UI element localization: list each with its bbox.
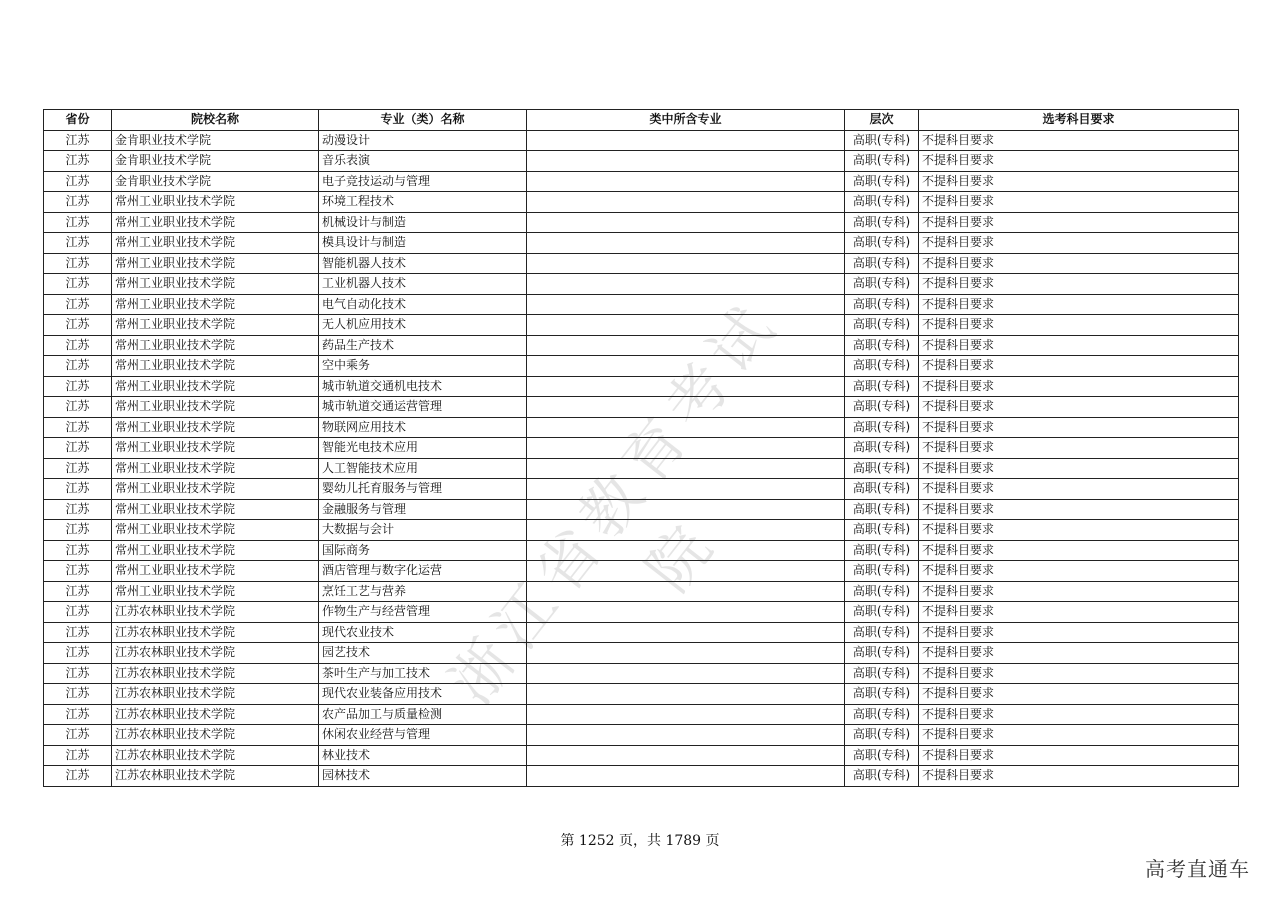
page-number: 第 1252 页，共 1789 页 — [560, 833, 720, 849]
table-row — [44, 458, 1239, 479]
cell-subject-requirement: 不提科目要求 — [919, 622, 1239, 643]
cell-province: 江苏 — [44, 397, 112, 418]
cell-subject-requirement: 不提科目要求 — [919, 376, 1239, 397]
cell-major: 电子竞技运动与管理 — [319, 171, 527, 192]
cell-subject-requirement: 不提科目要求 — [919, 335, 1239, 356]
cell-school: 常州工业职业技术学院 — [112, 458, 319, 479]
cell-level: 高职(专科) — [845, 663, 919, 684]
cell-subject-requirement: 不提科目要求 — [919, 417, 1239, 438]
table-row — [44, 561, 1239, 582]
cell-subject-requirement: 不提科目要求 — [919, 520, 1239, 541]
watermark: 浙江省教育考试院 — [436, 287, 794, 718]
cell-major: 园艺技术 — [319, 643, 527, 664]
cell-level: 高职(专科) — [845, 622, 919, 643]
table-row — [44, 643, 1239, 664]
table-row — [44, 376, 1239, 397]
cell-included-majors — [527, 745, 845, 766]
table-row — [44, 479, 1239, 500]
cell-province: 江苏 — [44, 253, 112, 274]
cell-province: 江苏 — [44, 561, 112, 582]
cell-included-majors — [527, 766, 845, 787]
cell-major: 机械设计与制造 — [319, 212, 527, 233]
cell-school: 常州工业职业技术学院 — [112, 356, 319, 377]
cell-level: 高职(专科) — [845, 499, 919, 520]
cell-included-majors — [527, 335, 845, 356]
cell-subject-requirement: 不提科目要求 — [919, 602, 1239, 623]
cell-level: 高职(专科) — [845, 376, 919, 397]
table-row — [44, 581, 1239, 602]
cell-level: 高职(专科) — [845, 274, 919, 295]
cell-included-majors — [527, 540, 845, 561]
cell-level: 高职(专科) — [845, 520, 919, 541]
cell-subject-requirement: 不提科目要求 — [919, 356, 1239, 377]
table-row — [44, 766, 1239, 787]
table-row — [44, 725, 1239, 746]
cell-school: 江苏农林职业技术学院 — [112, 766, 319, 787]
cell-major: 动漫设计 — [319, 130, 527, 151]
cell-province: 江苏 — [44, 335, 112, 356]
cell-province: 江苏 — [44, 540, 112, 561]
header-province: 省份 — [44, 110, 112, 131]
table-row — [44, 745, 1239, 766]
cell-subject-requirement: 不提科目要求 — [919, 663, 1239, 684]
cell-level: 高职(专科) — [845, 766, 919, 787]
cell-level: 高职(专科) — [845, 315, 919, 336]
cell-school: 常州工业职业技术学院 — [112, 479, 319, 500]
cell-level: 高职(专科) — [845, 643, 919, 664]
cell-province: 江苏 — [44, 581, 112, 602]
table-row — [44, 130, 1239, 151]
cell-province: 江苏 — [44, 417, 112, 438]
cell-major: 林业技术 — [319, 745, 527, 766]
cell-included-majors — [527, 499, 845, 520]
cell-school: 常州工业职业技术学院 — [112, 520, 319, 541]
cell-province: 江苏 — [44, 233, 112, 254]
cell-major: 茶叶生产与加工技术 — [319, 663, 527, 684]
cell-included-majors — [527, 643, 845, 664]
cell-school: 常州工业职业技术学院 — [112, 212, 319, 233]
cell-major: 音乐表演 — [319, 151, 527, 172]
cell-major: 农产品加工与质量检测 — [319, 704, 527, 725]
cell-subject-requirement: 不提科目要求 — [919, 479, 1239, 500]
table-row — [44, 233, 1239, 254]
cell-province: 江苏 — [44, 274, 112, 295]
cell-level: 高职(专科) — [845, 335, 919, 356]
cell-level: 高职(专科) — [845, 356, 919, 377]
table-row — [44, 602, 1239, 623]
cell-province: 江苏 — [44, 315, 112, 336]
cell-school: 常州工业职业技术学院 — [112, 294, 319, 315]
cell-major: 空中乘务 — [319, 356, 527, 377]
table-row — [44, 315, 1239, 336]
cell-subject-requirement: 不提科目要求 — [919, 540, 1239, 561]
cell-level: 高职(专科) — [845, 294, 919, 315]
cell-school: 江苏农林职业技术学院 — [112, 745, 319, 766]
cell-major: 烹饪工艺与营养 — [319, 581, 527, 602]
header-school: 院校名称 — [112, 110, 319, 131]
cell-subject-requirement: 不提科目要求 — [919, 438, 1239, 459]
cell-province: 江苏 — [44, 602, 112, 623]
cell-school: 常州工业职业技术学院 — [112, 315, 319, 336]
cell-level: 高职(专科) — [845, 253, 919, 274]
cell-major: 电气自动化技术 — [319, 294, 527, 315]
cell-school: 江苏农林职业技术学院 — [112, 643, 319, 664]
cell-school: 金肯职业技术学院 — [112, 151, 319, 172]
cell-included-majors — [527, 212, 845, 233]
cell-subject-requirement: 不提科目要求 — [919, 684, 1239, 705]
cell-major: 婴幼儿托育服务与管理 — [319, 479, 527, 500]
cell-included-majors — [527, 192, 845, 213]
cell-province: 江苏 — [44, 212, 112, 233]
cell-province: 江苏 — [44, 643, 112, 664]
cell-included-majors — [527, 315, 845, 336]
cell-included-majors — [527, 663, 845, 684]
header-included-majors: 类中所含专业 — [527, 110, 845, 131]
header-level: 层次 — [845, 110, 919, 131]
cell-school: 常州工业职业技术学院 — [112, 274, 319, 295]
header-subject-requirement: 选考科目要求 — [919, 110, 1239, 131]
table-row — [44, 151, 1239, 172]
table-row — [44, 622, 1239, 643]
cell-level: 高职(专科) — [845, 192, 919, 213]
cell-major: 金融服务与管理 — [319, 499, 527, 520]
cell-level: 高职(专科) — [845, 458, 919, 479]
cell-included-majors — [527, 561, 845, 582]
table-row — [44, 192, 1239, 213]
cell-major: 工业机器人技术 — [319, 274, 527, 295]
cell-province: 江苏 — [44, 151, 112, 172]
cell-province: 江苏 — [44, 130, 112, 151]
cell-school: 常州工业职业技术学院 — [112, 397, 319, 418]
cell-level: 高职(专科) — [845, 212, 919, 233]
cell-school: 常州工业职业技术学院 — [112, 561, 319, 582]
table-header-row — [44, 110, 1239, 131]
cell-included-majors — [527, 417, 845, 438]
cell-level: 高职(专科) — [845, 171, 919, 192]
cell-subject-requirement: 不提科目要求 — [919, 151, 1239, 172]
cell-included-majors — [527, 725, 845, 746]
cell-included-majors — [527, 397, 845, 418]
table-row — [44, 520, 1239, 541]
table-row — [44, 663, 1239, 684]
cell-province: 江苏 — [44, 294, 112, 315]
cell-included-majors — [527, 376, 845, 397]
cell-subject-requirement: 不提科目要求 — [919, 725, 1239, 746]
cell-province: 江苏 — [44, 745, 112, 766]
brand-logo-text: 高考直通车 — [1145, 857, 1250, 881]
cell-included-majors — [527, 458, 845, 479]
cell-subject-requirement: 不提科目要求 — [919, 561, 1239, 582]
cell-included-majors — [527, 130, 845, 151]
cell-school: 常州工业职业技术学院 — [112, 438, 319, 459]
cell-level: 高职(专科) — [845, 417, 919, 438]
cell-province: 江苏 — [44, 663, 112, 684]
cell-major: 城市轨道交通机电技术 — [319, 376, 527, 397]
cell-level: 高职(专科) — [845, 602, 919, 623]
table-body — [44, 130, 1239, 786]
cell-included-majors — [527, 233, 845, 254]
cell-school: 江苏农林职业技术学院 — [112, 663, 319, 684]
table-row — [44, 212, 1239, 233]
table-row — [44, 499, 1239, 520]
table-row — [44, 274, 1239, 295]
cell-school: 金肯职业技术学院 — [112, 130, 319, 151]
cell-level: 高职(专科) — [845, 581, 919, 602]
cell-subject-requirement: 不提科目要求 — [919, 192, 1239, 213]
table-row — [44, 294, 1239, 315]
cell-level: 高职(专科) — [845, 233, 919, 254]
cell-province: 江苏 — [44, 192, 112, 213]
cell-included-majors — [527, 356, 845, 377]
cell-school: 常州工业职业技术学院 — [112, 253, 319, 274]
cell-level: 高职(专科) — [845, 561, 919, 582]
cell-major: 药品生产技术 — [319, 335, 527, 356]
cell-major: 城市轨道交通运营管理 — [319, 397, 527, 418]
cell-subject-requirement: 不提科目要求 — [919, 397, 1239, 418]
cell-school: 江苏农林职业技术学院 — [112, 602, 319, 623]
cell-included-majors — [527, 479, 845, 500]
cell-province: 江苏 — [44, 622, 112, 643]
cell-major: 休闲农业经营与管理 — [319, 725, 527, 746]
cell-major: 模具设计与制造 — [319, 233, 527, 254]
cell-province: 江苏 — [44, 499, 112, 520]
cell-included-majors — [527, 171, 845, 192]
cell-province: 江苏 — [44, 356, 112, 377]
cell-included-majors — [527, 622, 845, 643]
cell-province: 江苏 — [44, 171, 112, 192]
cell-level: 高职(专科) — [845, 130, 919, 151]
table-row — [44, 438, 1239, 459]
cell-major: 人工智能技术应用 — [319, 458, 527, 479]
cell-level: 高职(专科) — [845, 540, 919, 561]
cell-province: 江苏 — [44, 458, 112, 479]
cell-school: 江苏农林职业技术学院 — [112, 684, 319, 705]
cell-level: 高职(专科) — [845, 151, 919, 172]
table-row — [44, 704, 1239, 725]
table-row — [44, 684, 1239, 705]
cell-subject-requirement: 不提科目要求 — [919, 704, 1239, 725]
cell-province: 江苏 — [44, 725, 112, 746]
cell-major: 环境工程技术 — [319, 192, 527, 213]
cell-province: 江苏 — [44, 479, 112, 500]
cell-major: 现代农业装备应用技术 — [319, 684, 527, 705]
cell-included-majors — [527, 151, 845, 172]
cell-subject-requirement: 不提科目要求 — [919, 253, 1239, 274]
cell-school: 常州工业职业技术学院 — [112, 581, 319, 602]
cell-included-majors — [527, 581, 845, 602]
cell-included-majors — [527, 684, 845, 705]
table-row — [44, 397, 1239, 418]
cell-subject-requirement: 不提科目要求 — [919, 294, 1239, 315]
cell-included-majors — [527, 274, 845, 295]
cell-subject-requirement: 不提科目要求 — [919, 766, 1239, 787]
cell-included-majors — [527, 294, 845, 315]
cell-subject-requirement: 不提科目要求 — [919, 315, 1239, 336]
cell-subject-requirement: 不提科目要求 — [919, 274, 1239, 295]
cell-level: 高职(专科) — [845, 397, 919, 418]
cell-province: 江苏 — [44, 376, 112, 397]
cell-school: 常州工业职业技术学院 — [112, 192, 319, 213]
cell-school: 金肯职业技术学院 — [112, 171, 319, 192]
cell-school: 江苏农林职业技术学院 — [112, 725, 319, 746]
cell-level: 高职(专科) — [845, 704, 919, 725]
cell-included-majors — [527, 438, 845, 459]
cell-school: 常州工业职业技术学院 — [112, 233, 319, 254]
cell-included-majors — [527, 520, 845, 541]
cell-level: 高职(专科) — [845, 684, 919, 705]
cell-school: 常州工业职业技术学院 — [112, 335, 319, 356]
cell-province: 江苏 — [44, 766, 112, 787]
cell-major: 国际商务 — [319, 540, 527, 561]
cell-major: 物联网应用技术 — [319, 417, 527, 438]
table-row — [44, 356, 1239, 377]
cell-subject-requirement: 不提科目要求 — [919, 458, 1239, 479]
cell-subject-requirement: 不提科目要求 — [919, 581, 1239, 602]
cell-subject-requirement: 不提科目要求 — [919, 212, 1239, 233]
cell-province: 江苏 — [44, 438, 112, 459]
table-row — [44, 417, 1239, 438]
cell-major: 智能光电技术应用 — [319, 438, 527, 459]
table-row — [44, 171, 1239, 192]
cell-major: 园林技术 — [319, 766, 527, 787]
cell-school: 江苏农林职业技术学院 — [112, 704, 319, 725]
cell-included-majors — [527, 253, 845, 274]
cell-province: 江苏 — [44, 704, 112, 725]
cell-subject-requirement: 不提科目要求 — [919, 130, 1239, 151]
cell-school: 常州工业职业技术学院 — [112, 417, 319, 438]
cell-level: 高职(专科) — [845, 725, 919, 746]
cell-major: 作物生产与经营管理 — [319, 602, 527, 623]
cell-subject-requirement: 不提科目要求 — [919, 499, 1239, 520]
cell-major: 无人机应用技术 — [319, 315, 527, 336]
cell-level: 高职(专科) — [845, 438, 919, 459]
cell-included-majors — [527, 704, 845, 725]
cell-school: 常州工业职业技术学院 — [112, 376, 319, 397]
cell-school: 常州工业职业技术学院 — [112, 540, 319, 561]
cell-school: 江苏农林职业技术学院 — [112, 622, 319, 643]
header-major: 专业（类）名称 — [319, 110, 527, 131]
cell-province: 江苏 — [44, 684, 112, 705]
table-row — [44, 540, 1239, 561]
cell-major: 酒店管理与数字化运营 — [319, 561, 527, 582]
cell-major: 智能机器人技术 — [319, 253, 527, 274]
table-row — [44, 253, 1239, 274]
majors-table — [43, 109, 1239, 787]
cell-included-majors — [527, 602, 845, 623]
cell-level: 高职(专科) — [845, 479, 919, 500]
table-row — [44, 335, 1239, 356]
cell-major: 现代农业技术 — [319, 622, 527, 643]
cell-subject-requirement: 不提科目要求 — [919, 233, 1239, 254]
cell-major: 大数据与会计 — [319, 520, 527, 541]
cell-subject-requirement: 不提科目要求 — [919, 171, 1239, 192]
cell-subject-requirement: 不提科目要求 — [919, 643, 1239, 664]
cell-level: 高职(专科) — [845, 745, 919, 766]
cell-school: 常州工业职业技术学院 — [112, 499, 319, 520]
cell-province: 江苏 — [44, 520, 112, 541]
cell-subject-requirement: 不提科目要求 — [919, 745, 1239, 766]
